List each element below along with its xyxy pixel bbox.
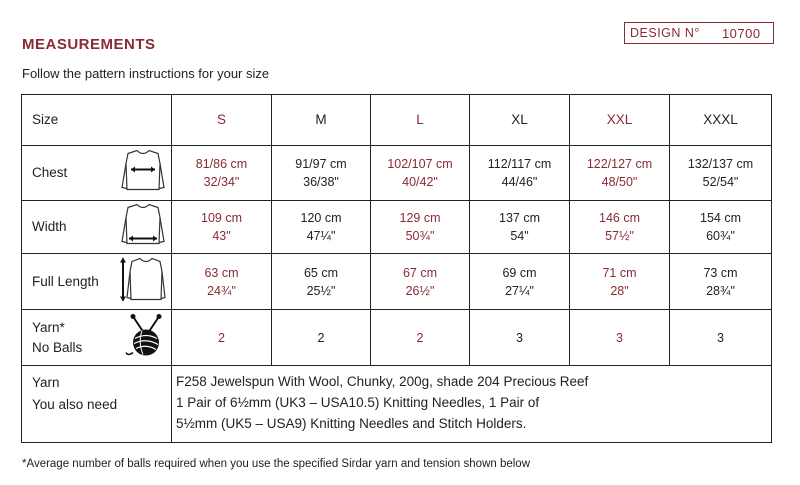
yarn-balls-row	[22, 310, 772, 366]
inch-value: 27¼"	[505, 283, 534, 298]
inch-value: 54"	[510, 229, 529, 243]
cm-value: 67 cm	[402, 265, 438, 280]
inch-value: 47¼"	[306, 229, 336, 243]
subtitle: Follow the pattern instructions for your size	[22, 66, 270, 81]
garment-length-icon	[119, 255, 167, 308]
ball-count: 2	[371, 310, 470, 366]
inch-value: 24¾"	[207, 283, 236, 298]
row-label: Full Length	[32, 273, 99, 289]
footnote: *Average number of balls required when you use the specified Sirdar yarn and tension shown below	[22, 458, 531, 470]
design-number-box	[624, 22, 774, 44]
size-header: M	[272, 95, 371, 146]
inch-value: 32/34"	[203, 175, 240, 189]
width-cell	[670, 201, 772, 254]
garment-width-icon	[119, 202, 167, 253]
ball-count: 2	[272, 310, 371, 366]
full-length-cell	[670, 254, 772, 310]
cm-value: 154 cm	[700, 211, 741, 225]
inch-value: 48/50"	[601, 175, 638, 189]
inch-value: 50¾"	[405, 229, 435, 243]
cm-value: 109 cm	[201, 211, 242, 225]
width-cell	[470, 201, 570, 254]
page-title: MEASUREMENTS	[22, 36, 156, 53]
row-label: Chest	[32, 165, 68, 180]
cm-value: 91/97 cm	[295, 157, 347, 171]
full-length-cell	[570, 254, 670, 310]
full-length-cell	[272, 254, 371, 310]
inch-value: 60¾"	[706, 229, 735, 243]
also-need-label: You also need	[32, 397, 118, 412]
inch-value: 57½"	[605, 229, 634, 243]
cm-value: 71 cm	[602, 265, 637, 280]
width-cell	[570, 201, 670, 254]
yarn-label: Yarn	[32, 375, 60, 390]
width-label-cell	[22, 201, 172, 254]
inch-value: 25½"	[306, 283, 336, 298]
size-header: XL	[470, 95, 570, 146]
ball-count: 3	[670, 310, 772, 366]
inch-value: 43"	[212, 229, 231, 243]
yarn-info-row	[22, 366, 772, 443]
cm-value: 137 cm	[499, 211, 540, 225]
garment-chest-icon	[119, 148, 167, 199]
yarn-info-text	[172, 366, 772, 443]
cm-value: 120 cm	[300, 211, 342, 225]
row-label-line: Yarn*	[32, 319, 65, 335]
chest-cell	[272, 146, 371, 201]
design-number-value: 10700	[721, 25, 761, 41]
size-header-row	[22, 95, 772, 146]
cm-value: 132/137 cm	[687, 157, 754, 171]
inch-value: 26½"	[405, 283, 435, 298]
cm-value: 112/117 cm	[487, 157, 552, 171]
cm-value: 146 cm	[599, 211, 640, 225]
chest-cell	[470, 146, 570, 201]
size-label: Size	[32, 112, 59, 127]
chest-cell	[570, 146, 670, 201]
width-cell	[172, 201, 272, 254]
measurements-table	[21, 94, 772, 443]
full-length-cell	[371, 254, 470, 310]
cm-value: 129 cm	[399, 211, 441, 225]
size-label-cell	[22, 95, 172, 146]
design-number-label: DESIGN N°	[630, 26, 700, 40]
inch-value: 40/42"	[402, 175, 438, 189]
chest-cell	[371, 146, 470, 201]
cm-value: 81/86 cm	[195, 157, 248, 171]
cm-value: 63 cm	[204, 265, 239, 280]
width-cell	[371, 201, 470, 254]
full-length-cell	[172, 254, 272, 310]
inch-value: 36/38"	[303, 175, 339, 189]
full-length-cell	[470, 254, 570, 310]
chest-cell	[172, 146, 272, 201]
cm-value: 73 cm	[703, 265, 738, 280]
cm-value: 65 cm	[303, 265, 339, 280]
cm-value: 69 cm	[502, 265, 537, 280]
row-label: Width	[32, 219, 67, 234]
inch-value: 28"	[610, 283, 629, 298]
ball-count: 3	[470, 310, 570, 366]
inch-value: 28¾"	[706, 283, 735, 298]
full-length-row	[22, 254, 772, 310]
size-header: S	[172, 95, 272, 146]
ball-count: 2	[172, 310, 272, 366]
row-label	[32, 318, 82, 358]
inch-value: 44/46"	[501, 175, 538, 189]
yarn-info-labels	[22, 366, 172, 443]
needles-line: 5½mm (UK5 – USA9) Knitting Needles and Stitch Holders.	[176, 416, 527, 431]
size-header: L	[371, 95, 470, 146]
width-cell	[272, 201, 371, 254]
inch-value: 52/54"	[702, 175, 739, 189]
chest-label-cell	[22, 146, 172, 201]
yarn-description: F258 Jewelspun With Wool, Chunky, 200g, shade 204 Precious Reef	[176, 374, 589, 389]
yarn-balls-label-cell	[22, 310, 172, 366]
width-row	[22, 201, 772, 254]
chest-row	[22, 146, 772, 201]
needles-line: 1 Pair of 6½mm (UK3 – USA10.5) Knitting Needles, 1 Pair of	[176, 395, 540, 410]
ball-count: 3	[570, 310, 670, 366]
yarn-ball-needles-icon	[125, 312, 167, 363]
chest-cell	[670, 146, 772, 201]
cm-value: 102/107 cm	[387, 157, 453, 171]
size-header: XXXL	[670, 95, 772, 146]
row-label-line: No Balls	[32, 339, 83, 355]
full-length-label-cell	[22, 254, 172, 310]
cm-value: 122/127 cm	[586, 157, 653, 171]
size-header: XXL	[570, 95, 670, 146]
